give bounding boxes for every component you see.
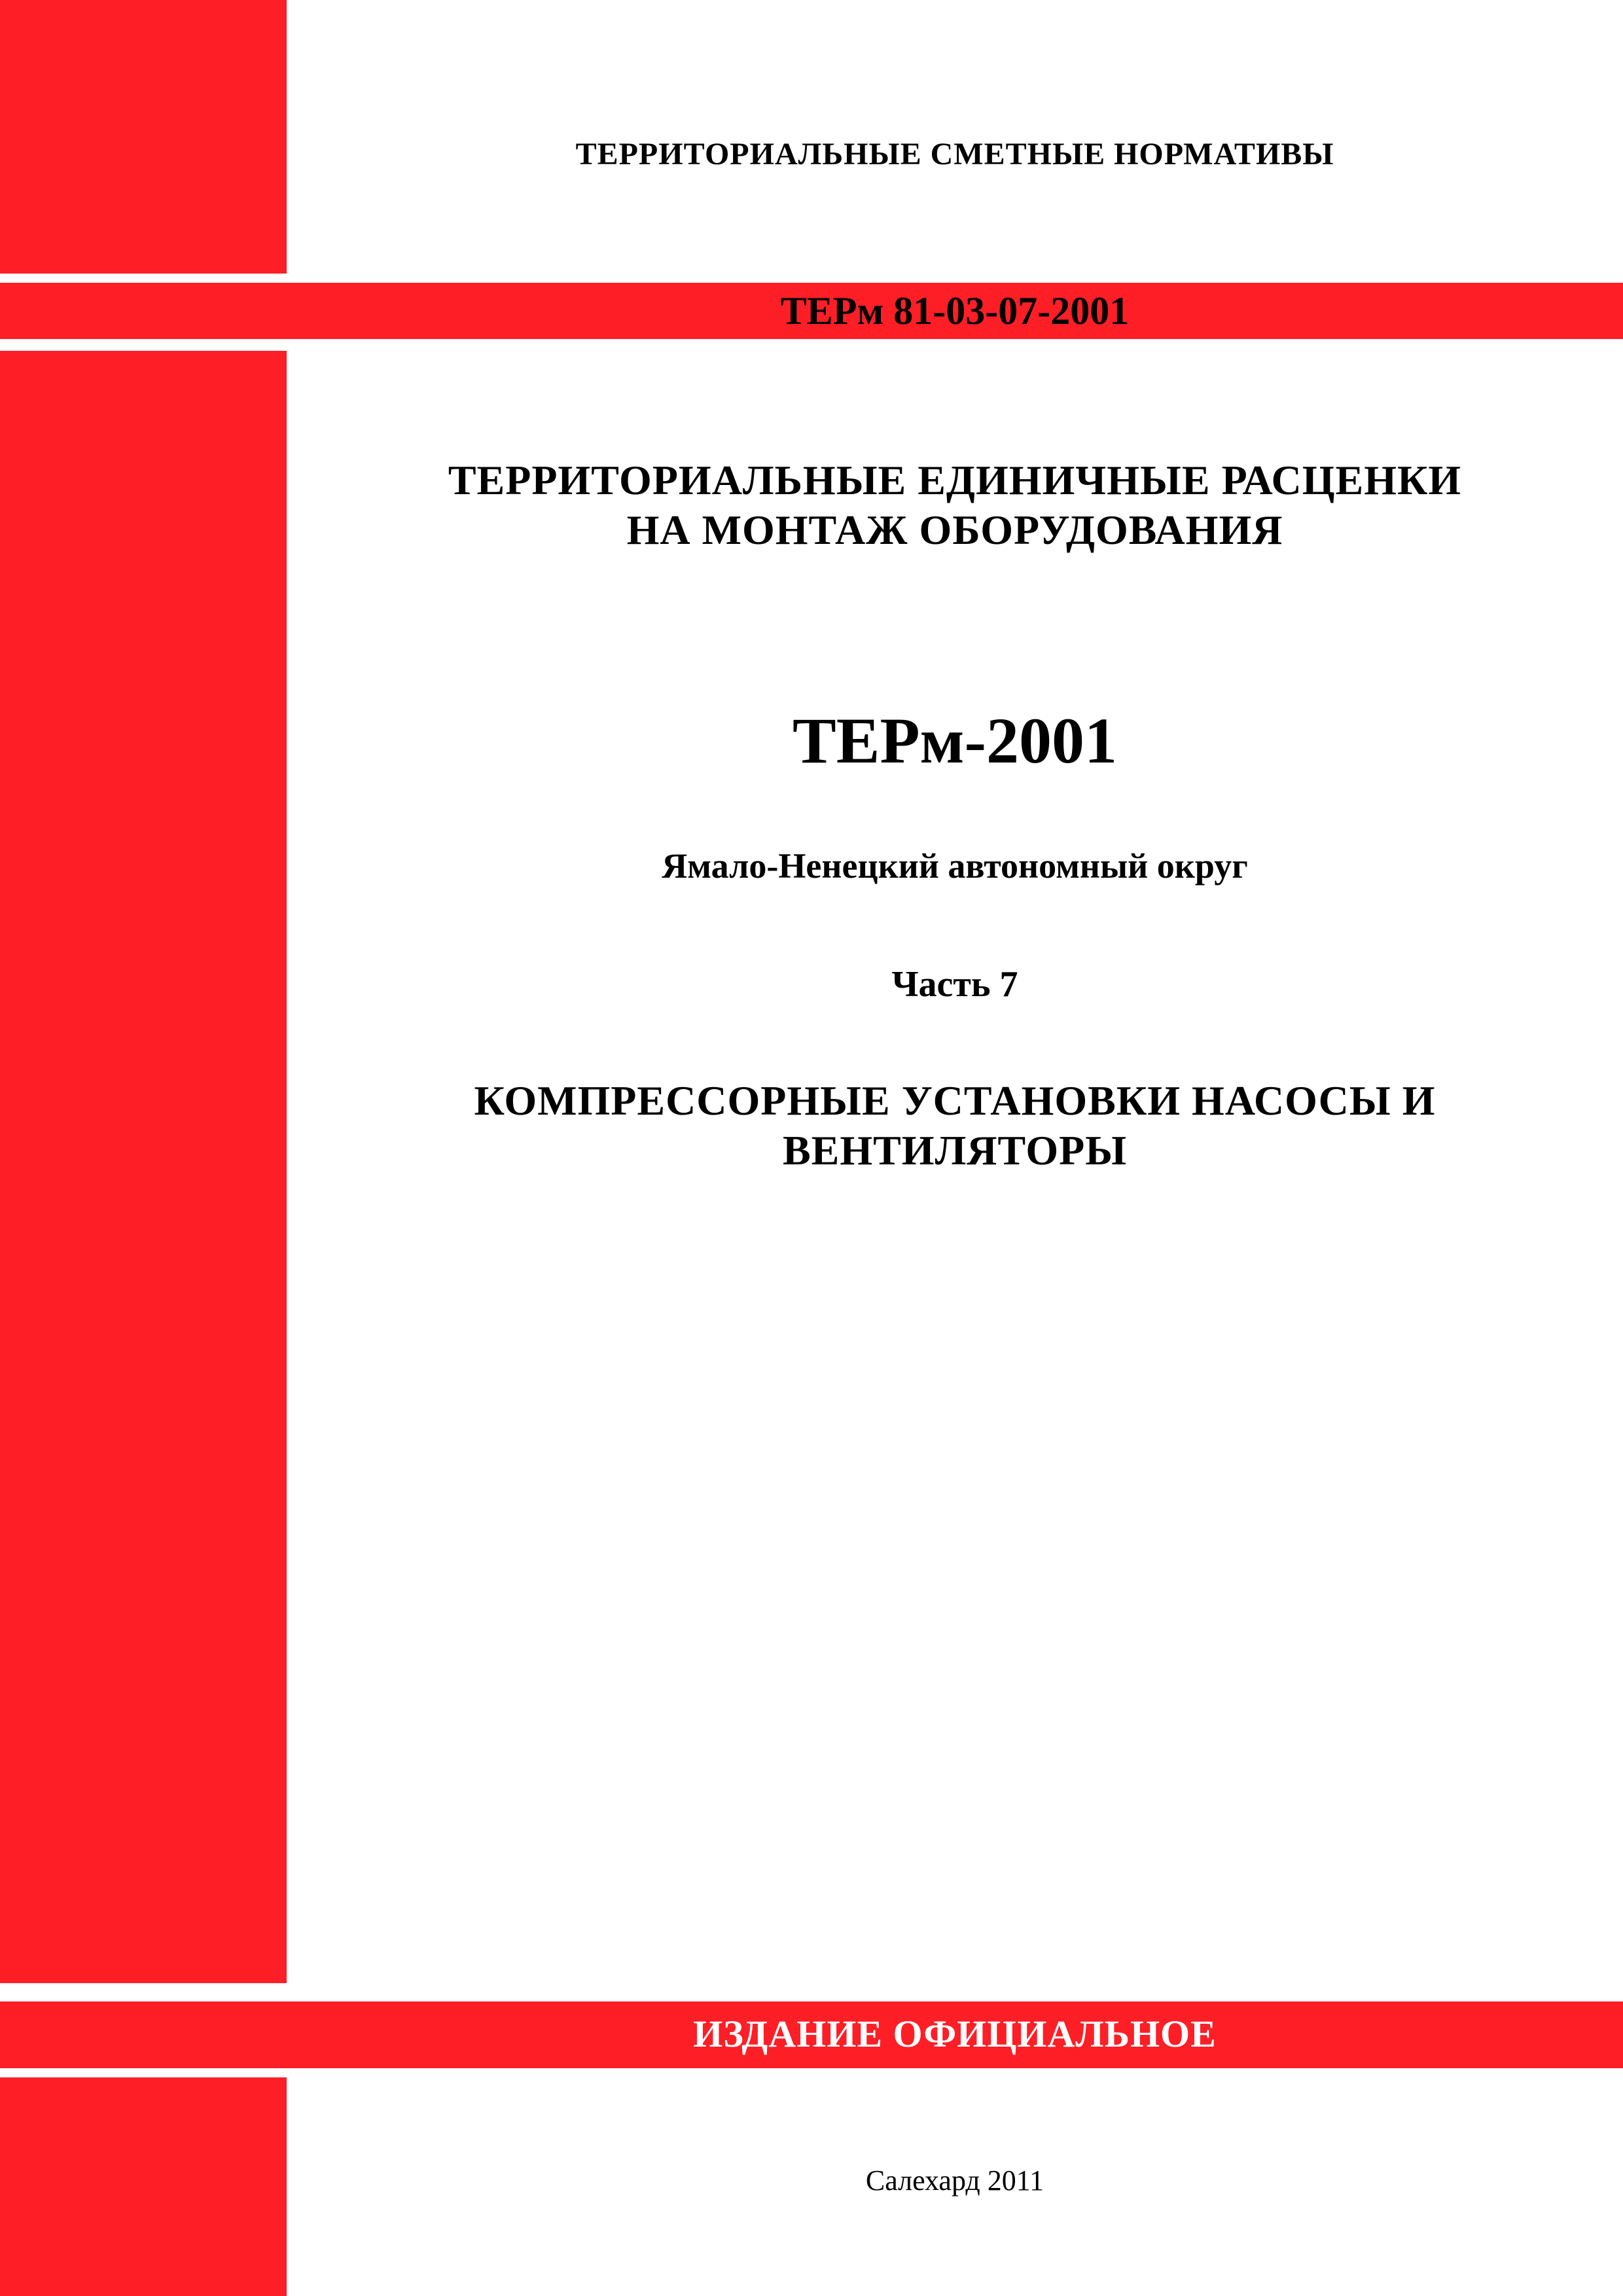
short-code: ТЕРм-2001 (793, 704, 1117, 777)
series-header: ТЕРРИТОРИАЛЬНЫЕ СМЕТНЫЕ НОРМАТИВЫ (575, 137, 1334, 171)
document-code: ТЕРм 81-03-07-2001 (780, 289, 1130, 332)
section-title (287, 1076, 1623, 1175)
section-line-1: КОМПРЕССОРНЫЕ УСТАНОВКИ НАСОСЫ И (474, 1077, 1436, 1124)
official-edition-label: ИЗДАНИЕ ОФИЦИАЛЬНОЕ (693, 2013, 1217, 2055)
document-title (287, 456, 1623, 555)
city-year: Салехард 2011 (865, 2164, 1044, 2197)
left-red-bar-middle (0, 351, 287, 1983)
section-line-2: ВЕНТИЛЯТОРЫ (782, 1127, 1128, 1174)
part-number: Часть 7 (891, 964, 1018, 1005)
left-red-bar-bottom (0, 2077, 287, 2296)
title-line-2: НА МОНТАЖ ОБОРУДОВАНИЯ (626, 507, 1283, 553)
region-name: Ямало-Ненецкий автономный округ (662, 846, 1248, 886)
title-line-1: ТЕРРИТОРИАЛЬНЫЕ ЕДИНИЧНЫЕ РАСЦЕНКИ (448, 457, 1462, 503)
left-red-bar-top (0, 0, 287, 274)
